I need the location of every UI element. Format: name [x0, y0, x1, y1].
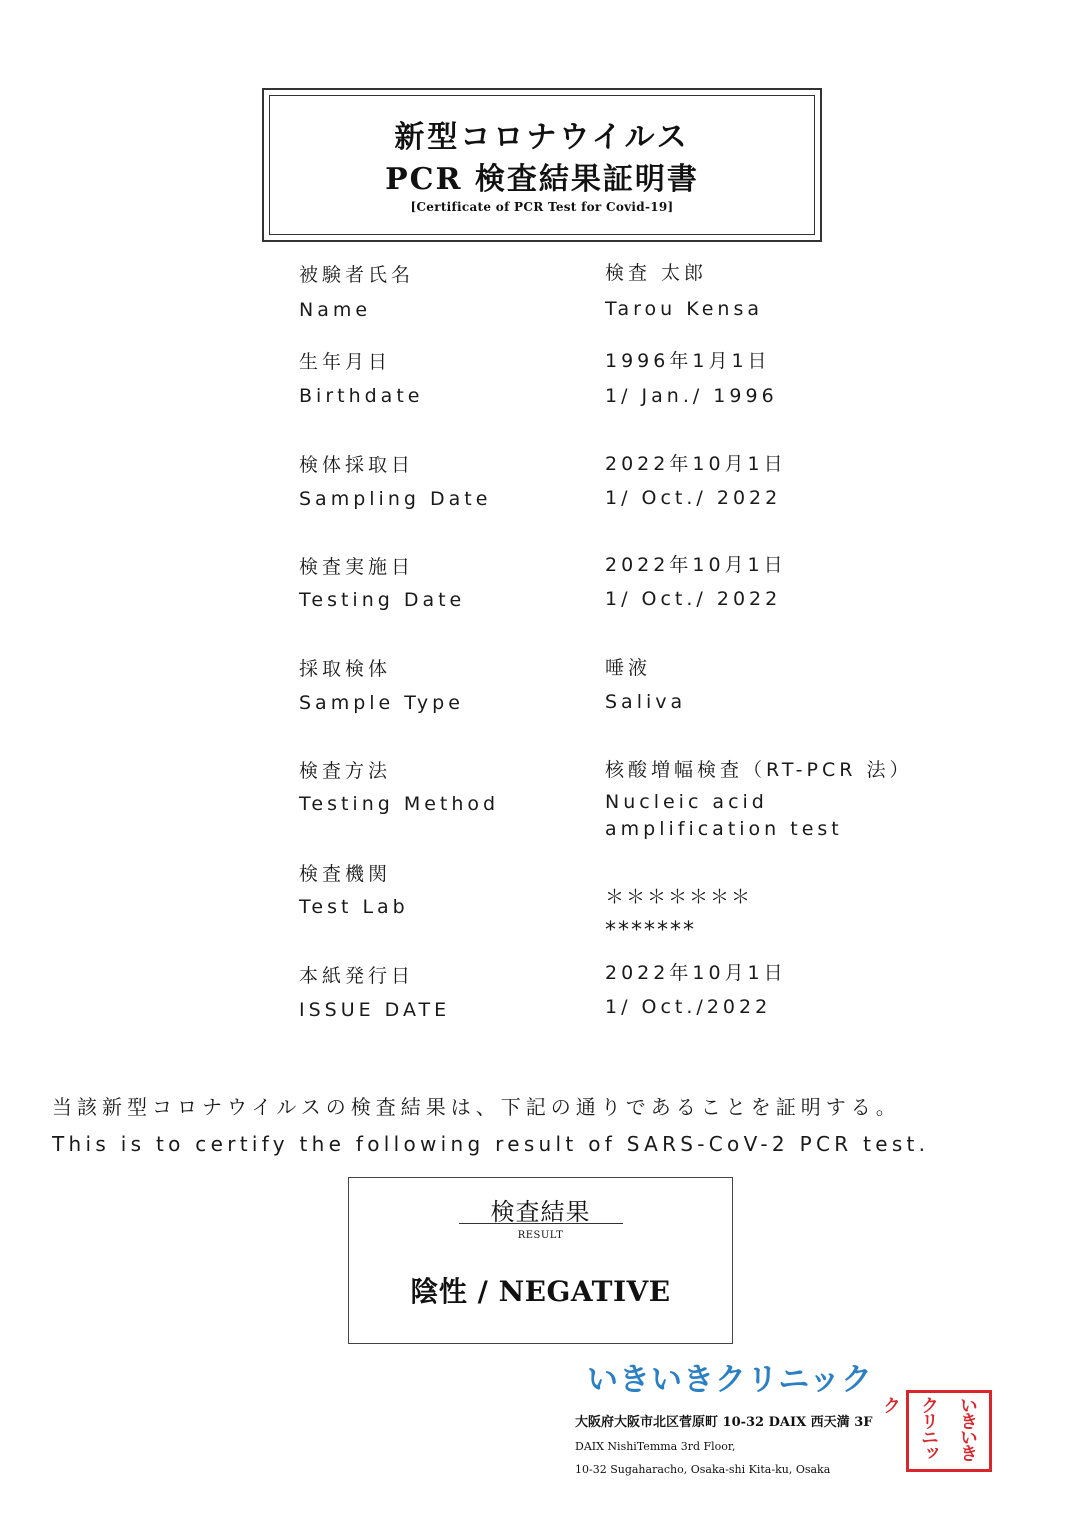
issue-date-label-en: ISSUE DATE	[299, 999, 451, 1021]
testing-date-value-ja: 2022年10月1日	[605, 554, 787, 576]
clinic-address-ja: 大阪府大阪市北区菅原町 10-32 DAIX 西天満 3F	[575, 1415, 873, 1430]
name-label-en: Name	[299, 299, 372, 321]
birthdate-label-en: Birthdate	[299, 385, 424, 407]
name-value-en: Tarou Kensa	[605, 298, 763, 320]
title-line-pcr: PCR 検査結果証明書	[385, 162, 699, 197]
clinic-address-en-line2: 10-32 Sugaharacho, Osaka-shi Kita-ku, Osaka	[575, 1463, 831, 1476]
title-line-en: [Certificate of PCR Test for Covid-19]	[410, 200, 674, 214]
sample-type-value-ja: 唾液	[605, 657, 652, 679]
birthdate-value-ja: 1996年1月1日	[605, 350, 771, 372]
test-lab-value-line2: *******	[605, 918, 696, 943]
test-lab-label-ja: 検査機関	[299, 863, 392, 885]
sampling-date-label-ja: 検体採取日	[299, 454, 415, 476]
clinic-seal-stamp	[880, 1390, 992, 1472]
testing-date-label-en: Testing Date	[299, 589, 466, 611]
result-value: 陰性 / NEGATIVE	[410, 1275, 671, 1308]
clinic-name: いきいきクリニック	[587, 1362, 874, 1398]
result-title: 検査結果	[490, 1198, 591, 1226]
testing-method-value-ja: 核酸増幅検査（RT-PCR 法）	[605, 759, 913, 781]
sample-type-label-en: Sample Type	[299, 692, 464, 714]
stamp-column-left: クリニック	[880, 1396, 939, 1460]
birthdate-label-ja: 生年月日	[299, 351, 392, 373]
testing-date-value-en: 1/ Oct./ 2022	[605, 588, 782, 610]
issue-date-label-ja: 本紙発行日	[299, 965, 415, 987]
test-lab-label-en: Test Lab	[299, 896, 409, 918]
stamp-column-right: いきいき	[957, 1396, 978, 1460]
test-lab-value-line1: ＊＊＊＊＊＊＊	[605, 886, 753, 908]
certificate-title-box	[262, 88, 822, 242]
issue-date-value-en: 1/ Oct./2022	[605, 996, 772, 1018]
sampling-date-value-en: 1/ Oct./ 2022	[605, 487, 782, 509]
sampling-date-value-ja: 2022年10月1日	[605, 453, 787, 475]
result-subtitle: RESULT	[517, 1230, 564, 1241]
certification-statement-ja: 当該新型コロナウイルスの検査結果は、下記の通りであることを証明する。	[52, 1095, 901, 1119]
name-label-ja: 被験者氏名	[299, 264, 415, 286]
certification-statement-en: This is to certify the following result of SARS-CoV-2 PCR test.	[52, 1132, 930, 1156]
result-box	[348, 1177, 733, 1344]
sample-type-value-en: Saliva	[605, 691, 687, 713]
testing-method-value-en: Nucleic acid amplification test	[605, 791, 843, 840]
sampling-date-label-en: Sampling Date	[299, 488, 492, 510]
testing-method-label-ja: 検査方法	[299, 760, 392, 782]
testing-method-label-en: Testing Method	[299, 793, 500, 815]
birthdate-value-en: 1/ Jan./ 1996	[605, 385, 778, 407]
title-line-ja: 新型コロナウイルス	[394, 120, 690, 155]
issue-date-value-ja: 2022年10月1日	[605, 962, 787, 984]
clinic-address-en-line1: DAIX NishiTemma 3rd Floor,	[575, 1440, 736, 1453]
result-title-underline	[459, 1223, 623, 1224]
name-value-ja: 検査 太郎	[605, 262, 708, 284]
testing-date-label-ja: 検査実施日	[299, 556, 415, 578]
sample-type-label-ja: 採取検体	[299, 658, 392, 680]
